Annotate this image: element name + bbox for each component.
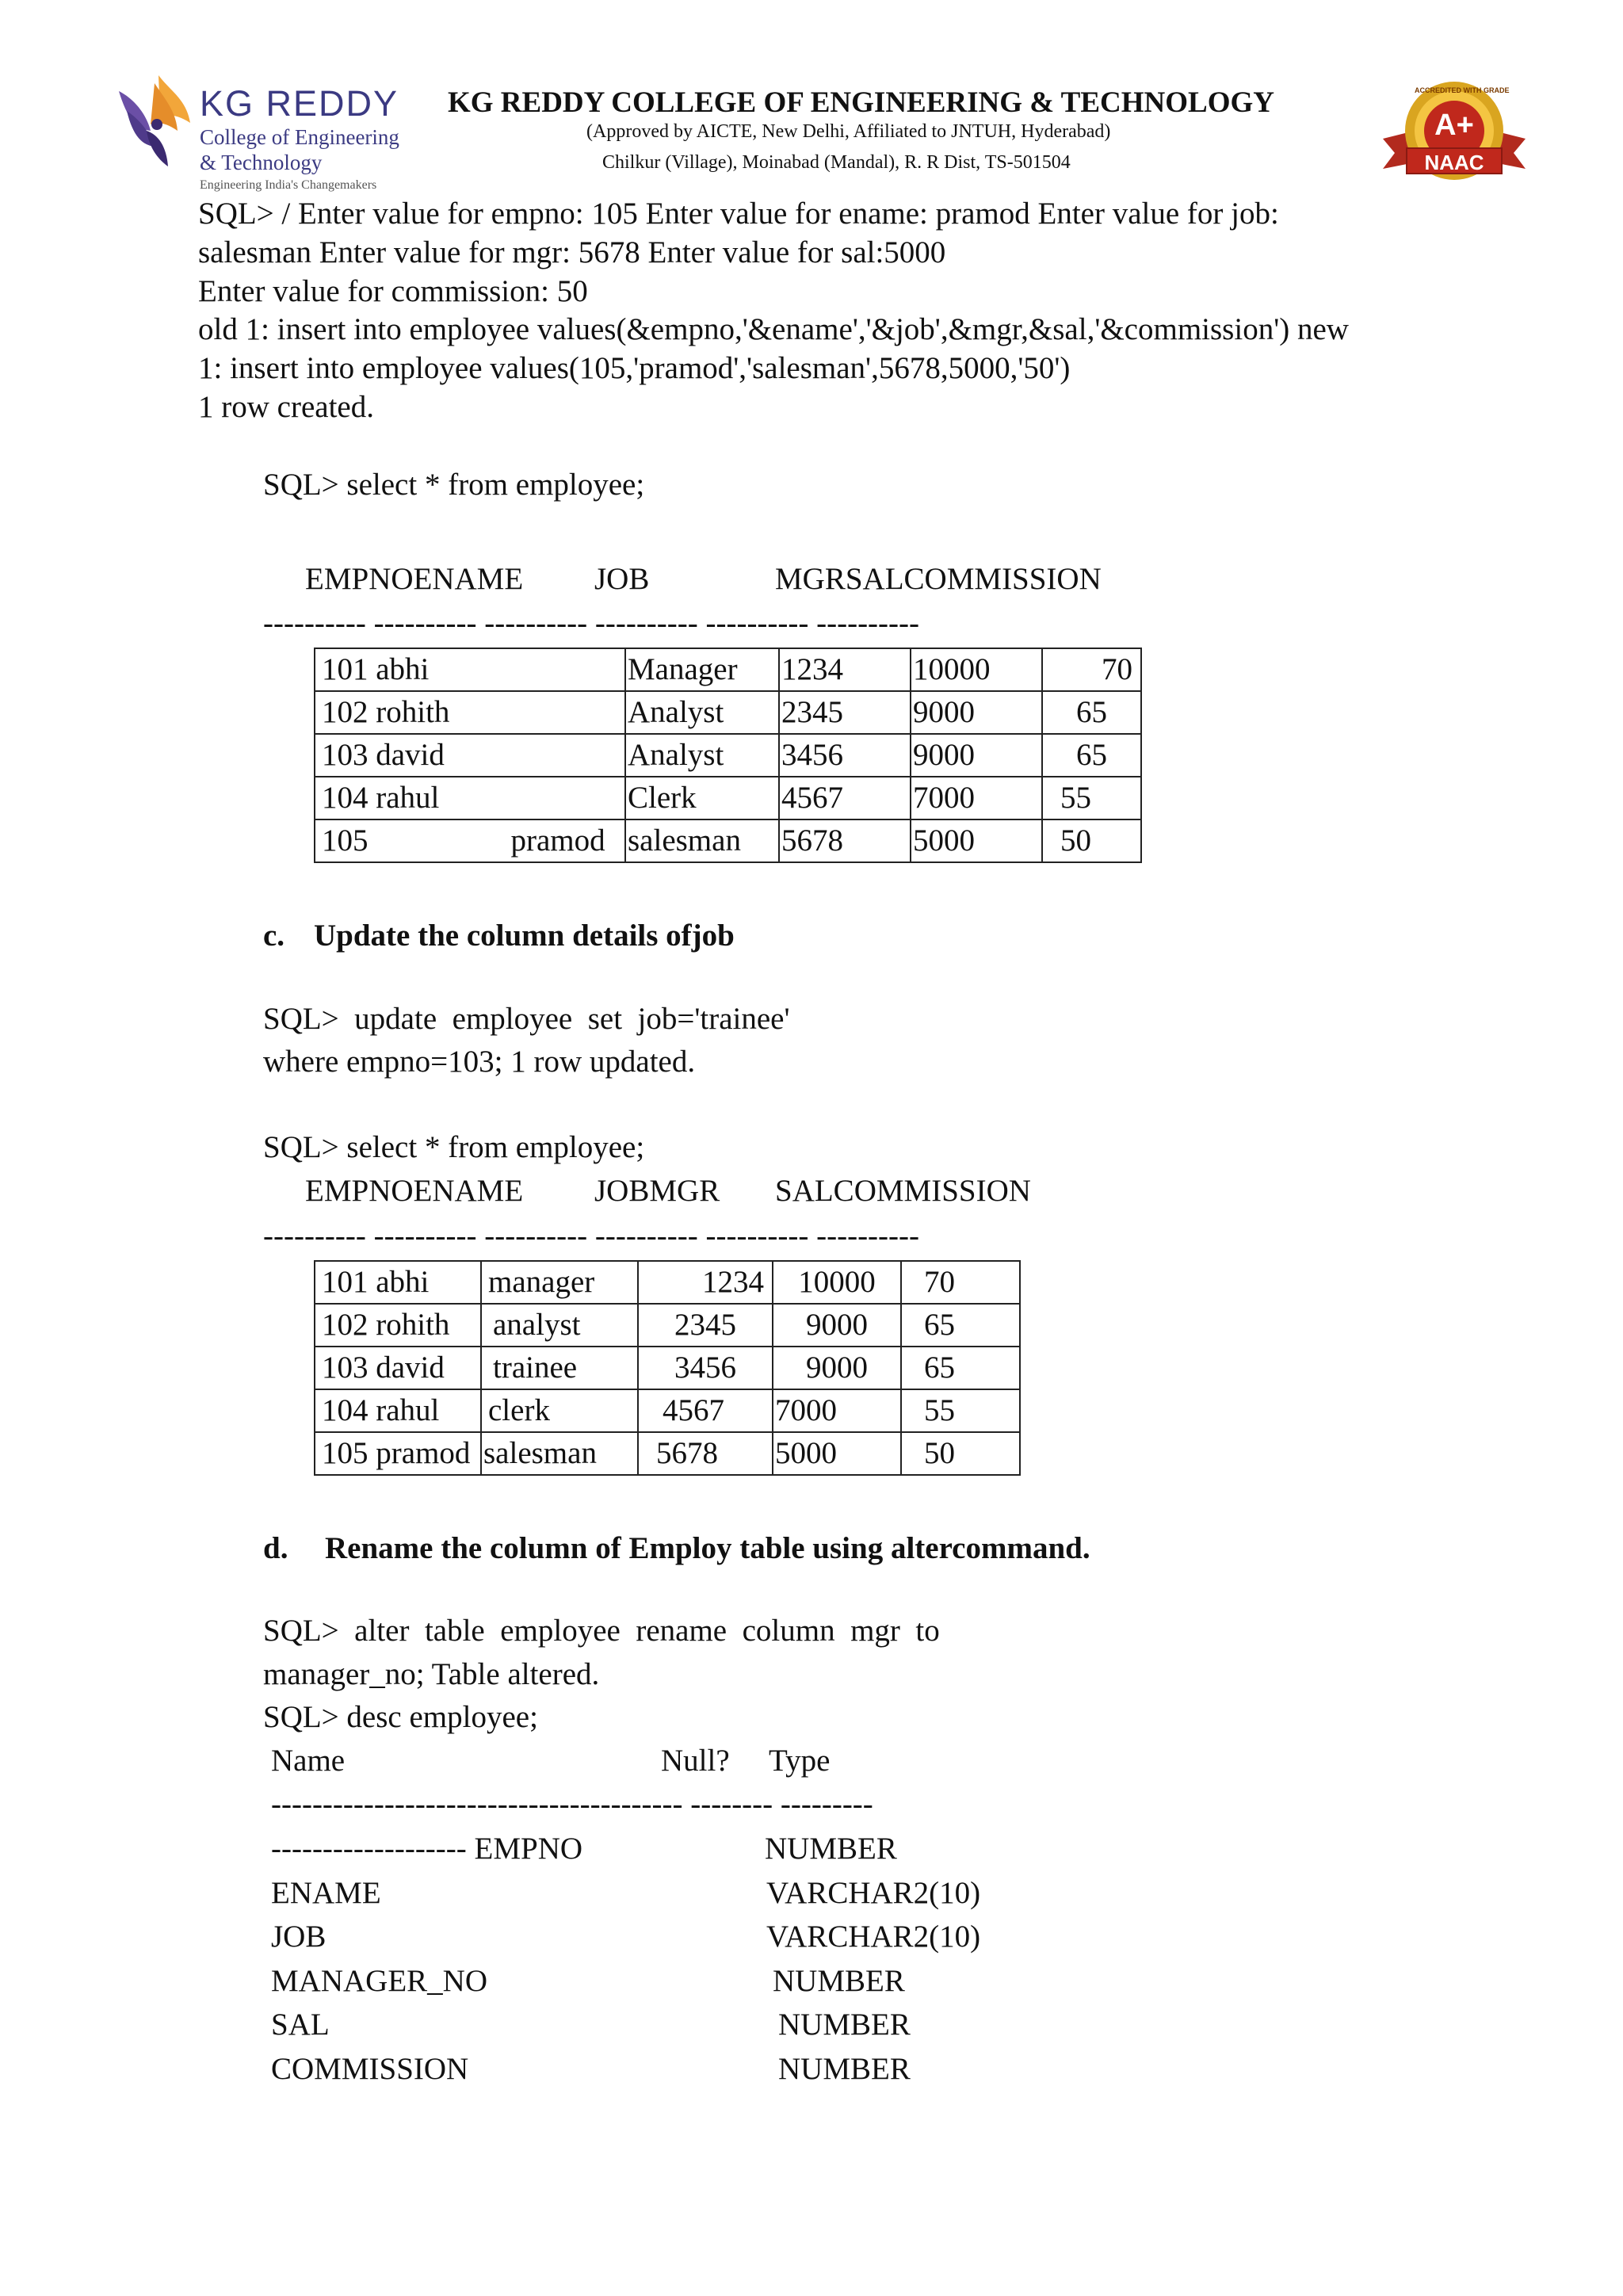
column-header: SALCOMMISSION [775,1174,1031,1208]
intro-line: Enter value for commission: 50 [198,274,588,308]
desc-type: NUMBER [778,2052,911,2086]
desc-name: SAL [271,2008,330,2042]
table-cell: Clerk [625,777,779,819]
table-row [315,777,1141,819]
college-name: KG REDDY COLLEGE OF ENGINEERING & TECHNOLOGY [448,86,1274,119]
table-cell [315,819,625,862]
cell-ename: pramod [510,823,605,858]
table-cell: 101 abhi [315,648,625,691]
desc-header-null: Null? [661,1744,730,1778]
desc-type: NUMBER [778,2008,911,2042]
table-cell: 10000 [911,648,1042,691]
column-header: MGRSALCOMMISSION [775,562,1102,596]
desc-type: VARCHAR2(10) [766,1876,981,1910]
table-row [315,819,1141,862]
table-cell: 7000 [911,777,1042,819]
logo-brand: KG REDDY [200,83,399,124]
table-cell: 65 [901,1304,1020,1347]
desc-header-name: Name [271,1744,346,1778]
table-cell: 9000 [911,691,1042,734]
table-cell: 103 david [315,734,625,777]
logo-line-2: & Technology [200,151,323,174]
update-command: SQL> update employee set job='trainee' [263,1002,790,1036]
table-row [315,734,1141,777]
table-row [315,1389,1020,1432]
table-row [315,1261,1020,1304]
badge-grade: A+ [1434,109,1474,142]
desc-command: SQL> desc employee; [263,1700,538,1734]
section-c-label: c. [263,919,285,953]
badge-label: NAAC [1424,151,1484,174]
address-line: Chilkur (Village), Moinabad (Mandal), R. R Dist, TS-501504 [602,152,1071,173]
select-command: SQL> select * from employee; [263,1130,645,1164]
intro-line: old 1: insert into employee values(&empno,'&ename','&job',&mgr,&sal,'&commission') new [198,312,1349,346]
table-row [315,1304,1020,1347]
table-cell: 4567 [779,777,911,819]
alter-command: SQL> alter table employee rename column mgr to [263,1614,940,1648]
column-header: EMPNOENAME [305,1174,524,1208]
table-cell: 70 [1042,648,1141,691]
table-cell: 103 david [315,1347,481,1389]
table-cell: 1234 [638,1261,773,1304]
intro-line: SQL> / Enter value for empno: 105 Enter value for ename: pramod Enter value for job: [198,197,1279,231]
table-cell: 50 [1042,819,1141,862]
desc-type: NUMBER [765,1832,897,1866]
desc-name: MANAGER_NO [271,1964,487,1998]
table-cell: 2345 [638,1304,773,1347]
table-cell: 3456 [779,734,911,777]
table-cell: 65 [1042,734,1141,777]
table-cell: 55 [1042,777,1141,819]
table-row [315,1347,1020,1389]
table-cell: 50 [901,1432,1020,1475]
table-cell: 2345 [779,691,911,734]
table-cell: 70 [901,1261,1020,1304]
table-cell: 104 rahul [315,1389,481,1432]
cell-empno: 105 [322,823,369,858]
table-cell: 9000 [911,734,1042,777]
select-command: SQL> select * from employee; [263,468,645,502]
employee-table-1 [314,648,1142,863]
intro-line: salesman Enter value for mgr: 5678 Enter value for sal:5000 [198,235,946,269]
table-cell: 9000 [773,1347,901,1389]
table-row [315,648,1141,691]
college-logo [111,67,412,198]
naac-badge [1375,75,1533,194]
approval-line: (Approved by AICTE, New Delhi, Affiliated to JNTUH, Hyderabad) [586,121,1111,142]
table-cell: 101 abhi [315,1261,481,1304]
desc-name: JOB [271,1920,327,1954]
table-cell: salesman [481,1432,638,1475]
desc-type: NUMBER [773,1964,905,1998]
dash-separator: ------------------- EMPNO [271,1832,583,1866]
table-cell: 65 [1042,691,1141,734]
table-cell: clerk [481,1389,638,1432]
table-cell: trainee [481,1347,638,1389]
alter-command: manager_no; Table altered. [263,1657,600,1691]
dash-separator: ---------- ---------- ---------- ---------- ---------- ---------- [263,1219,919,1253]
table-cell: 102 rohith [315,1304,481,1347]
desc-name: COMMISSION [271,2052,469,2086]
column-header: EMPNOENAME [305,562,524,596]
table-cell: 104 rahul [315,777,625,819]
table-cell: Analyst [625,691,779,734]
desc-type: VARCHAR2(10) [766,1920,981,1954]
table-cell: 55 [901,1389,1020,1432]
table-cell: 5678 [638,1432,773,1475]
update-command: where empno=103; 1 row updated. [263,1045,696,1079]
table-cell: 3456 [638,1347,773,1389]
column-header: JOB [594,562,650,596]
table-cell: 5678 [779,819,911,862]
desc-name: ENAME [271,1876,381,1910]
table-cell: salesman [625,819,779,862]
table-row [315,1432,1020,1475]
table-row [315,691,1141,734]
dash-separator: ---------- ---------- ---------- ---------- ---------- ---------- [263,606,919,640]
logo-line-1: College of Engineering [200,125,399,149]
eagle-icon [111,67,198,178]
table-cell: 102 rohith [315,691,625,734]
table-cell: 65 [901,1347,1020,1389]
badge-ring-text: ACCREDITED WITH GRADE [1415,86,1510,94]
intro-line: 1: insert into employee values(105,'pramod','salesman',5678,5000,'50') [198,351,1071,385]
logo-tagline: Engineering India's Changemakers [200,178,377,192]
employee-table-2 [314,1260,1021,1476]
column-header: JOBMGR [594,1174,720,1208]
table-cell: 7000 [773,1389,901,1432]
intro-line: 1 row created. [198,390,374,424]
table-cell: Manager [625,648,779,691]
table-cell: 1234 [779,648,911,691]
dash-separator: ---------------------------------------- -------- --------- [271,1787,873,1821]
table-cell: 5000 [911,819,1042,862]
table-cell: analyst [481,1304,638,1347]
table-cell: manager [481,1261,638,1304]
section-d-title: Rename the column of Employ table using altercommand. [325,1531,1090,1565]
table-cell: Analyst [625,734,779,777]
section-c-title: Update the column details ofjob [314,919,735,953]
section-d-label: d. [263,1531,288,1565]
table-cell: 4567 [638,1389,773,1432]
table-cell: 5000 [773,1432,901,1475]
table-cell: 10000 [773,1261,901,1304]
table-cell: 9000 [773,1304,901,1347]
desc-header-type: Type [769,1744,831,1778]
table-cell: 105 pramod [315,1432,481,1475]
